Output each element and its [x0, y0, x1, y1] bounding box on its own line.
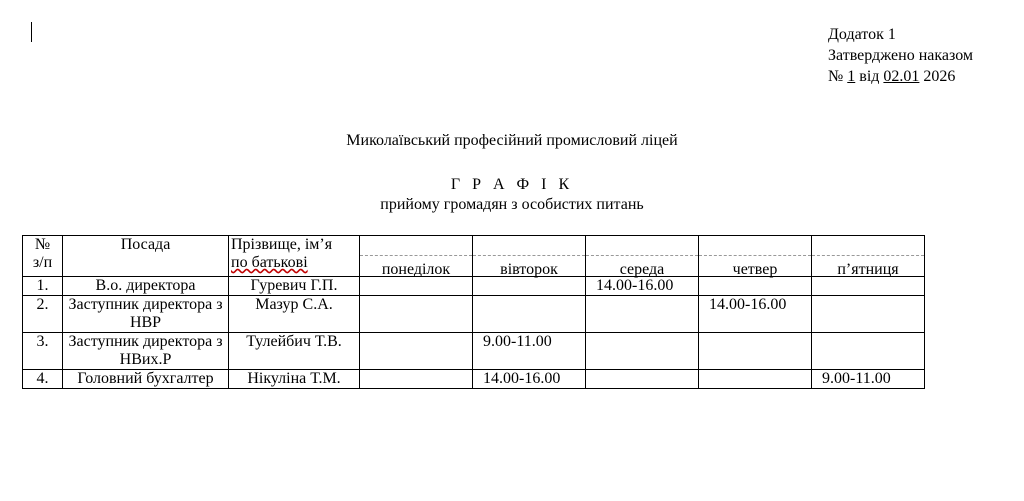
schedule-table — [22, 235, 925, 389]
cell-mon — [360, 296, 473, 333]
approval-block — [828, 24, 973, 87]
table-row — [23, 277, 925, 296]
table-row — [23, 370, 925, 389]
approval-order-line — [828, 66, 973, 87]
cell-tue: 14.00-16.00 — [473, 370, 586, 389]
day-label: четвер — [732, 261, 778, 278]
day-label: п’ятниця — [837, 261, 899, 278]
header-day-mon — [360, 236, 473, 277]
cell-position: Головний бухгалтер — [63, 370, 229, 389]
header-num — [23, 236, 63, 277]
day-label: вівторок — [500, 261, 558, 278]
header-num-line1: № — [34, 236, 51, 253]
cell-thu — [699, 333, 812, 370]
cell-name: Нікуліна Т.М. — [229, 370, 360, 389]
cell-mon — [360, 370, 473, 389]
header-num-line2: з/п — [32, 254, 53, 271]
day-label: середа — [619, 261, 665, 278]
day-label: понеділок — [381, 261, 451, 278]
header-name — [229, 236, 360, 277]
order-number: 1 — [847, 68, 856, 85]
cell-wed — [586, 333, 699, 370]
cell-tue — [473, 277, 586, 296]
order-from: від — [855, 68, 884, 85]
table-row — [23, 333, 925, 370]
approval-line2: Затверджено наказом — [828, 47, 974, 64]
organization-name: Миколаївський професійний промисловий ліцей — [346, 132, 678, 149]
cell-tue — [473, 296, 586, 333]
cell-fri — [812, 277, 925, 296]
order-prefix: № — [828, 68, 848, 85]
cell-name: Гуревич Г.П. — [229, 277, 360, 296]
cell-fri: 9.00-11.00 — [812, 370, 925, 389]
cell-position: Заступник директора з НВР — [63, 296, 229, 333]
header-day-thu — [699, 236, 812, 277]
cell-mon — [360, 333, 473, 370]
cell-position: В.о. директора — [63, 277, 229, 296]
cell-fri — [812, 333, 925, 370]
order-year: 2026 — [919, 68, 956, 85]
order-date: 02.01 — [883, 68, 920, 85]
cell-mon — [360, 277, 473, 296]
header-day-tue — [473, 236, 586, 277]
text-cursor — [31, 22, 32, 42]
cell-wed — [586, 370, 699, 389]
cell-thu — [699, 370, 812, 389]
cell-num: 2. — [23, 296, 63, 333]
header-day-fri — [812, 236, 925, 277]
header-name-line2: по батькові — [231, 254, 308, 271]
cell-name: Тулейбич Т.В. — [229, 333, 360, 370]
cell-num: 4. — [23, 370, 63, 389]
document-title: Г Р А Ф І К — [450, 176, 574, 193]
cell-num: 3. — [23, 333, 63, 370]
cell-name: Мазур С.А. — [229, 296, 360, 333]
cell-fri — [812, 296, 925, 333]
cell-tue: 9.00-11.00 — [473, 333, 586, 370]
approval-line1: Додаток 1 — [828, 26, 896, 43]
cell-wed: 14.00-16.00 — [586, 277, 699, 296]
header-position: Посада — [63, 236, 229, 277]
header-day-wed — [586, 236, 699, 277]
cell-thu — [699, 277, 812, 296]
cell-position: Заступник директора з НВих.Р — [63, 333, 229, 370]
document-subtitle: прийому громадян з особистих питань — [380, 196, 644, 213]
header-name-line1: Прізвище, ім’я — [231, 236, 333, 253]
cell-wed — [586, 296, 699, 333]
cell-thu: 14.00-16.00 — [699, 296, 812, 333]
table-header-row — [23, 236, 925, 277]
table-row — [23, 296, 925, 333]
cell-num: 1. — [23, 277, 63, 296]
